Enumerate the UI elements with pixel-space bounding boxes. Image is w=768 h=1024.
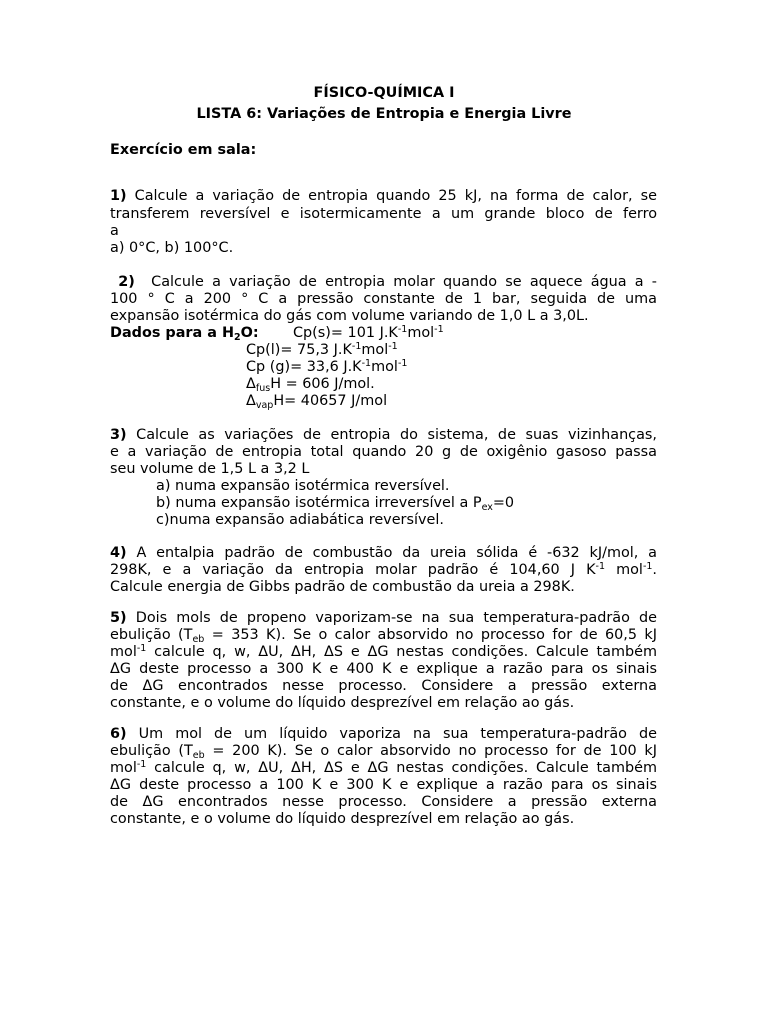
exercise-6-line-6: constante, e o volume do líquido desprezível em relação ao gás. <box>110 811 575 827</box>
exercise-6-line-4: ΔG deste processo a 100 K e 300 K e explique a razão para os sinais <box>110 777 657 793</box>
exercise-1-line-2: transferem reversível e isotermicamente a um grande bloco de ferro <box>110 206 657 222</box>
exercise-5-line-5: de ΔG encontrados nesse processo. Considere a pressão externa <box>110 678 657 694</box>
exercise-6-line-5: de ΔG encontrados nesse processo. Considere a pressão externa <box>110 794 657 810</box>
exercise-3-item-b: b) numa expansão isotérmica irreversível a $P_{ex}=0$ <box>156 495 515 513</box>
exercise-2-vaporization-enthalpy: $\Delta_{vap}H= 40657$ J/mol <box>246 393 388 411</box>
exercise-2-line-1: 2) Calcule a variação de entropia molar quando se aquece água a - <box>118 274 657 290</box>
exercise-5-line-2: ebulição ($T_{eb} = 353$ K). Se o calor absorvido no processo for de 60,5 kJ <box>110 627 657 645</box>
exercise-3-line-3: seu volume de 1,5 L a 3,2 L <box>110 461 310 477</box>
exercise-5-line-1: 5) Dois mols de propeno vaporizam-se na sua temperatura-padrão de <box>110 610 657 626</box>
exercise-3-item-a: a) numa expansão isotérmica reversível. <box>156 478 450 494</box>
exercise-5-line-6: constante, e o volume do líquido desprezível em relação ao gás. <box>110 695 575 711</box>
exercise-4-line-2: 298K, e a variação da entropia molar padrão é 104,60 J $K^{-1}$ mol$^{-1}$. <box>110 561 657 578</box>
exercise-4-line-3: Calcule energia de Gibbs padrão de combustão da ureia a 298K. <box>110 579 575 595</box>
exercise-1-line-4: a) 0°C, b) 100°C. <box>110 240 234 256</box>
exercise-6-line-2: ebulição ($T_{eb} = 200$ K). Se o calor absorvido no processo for de 100 kJ <box>110 743 657 761</box>
exercise-2-fusion-enthalpy: $\Delta_{fus}H = 606$ J/mol. <box>246 376 375 394</box>
exercise-2-data-label: Dados para a $H_2O$: <box>110 325 259 343</box>
exercise-1-line-3: a <box>110 223 119 239</box>
exercise-2-cp-gas: Cp (g)= 33,6 $J.K^{-1}mol^{-1}$ <box>246 358 408 375</box>
exercise-5-line-3: mol$^{-1}$ calcule q, w, ΔU, ΔH, ΔS e ΔG nestas condições. Calcule também <box>110 643 657 660</box>
exercise-2-line-2: 100 ° C a 200 ° C a pressão constante de 1 bar, seguida de uma <box>110 291 657 307</box>
exercise-3-line-1: 3) Calcule as variações de entropia do sistema, de suas vizinhanças, <box>110 427 657 443</box>
exercise-1-line-1: 1) Calcule a variação de entropia quando 25 kJ, na forma de calor, se <box>110 188 657 204</box>
document-subtitle: LISTA 6: Variações de Entropia e Energia Livre <box>196 106 572 122</box>
exercise-4-line-1: 4) A entalpia padrão de combustão da ureia sólida é -632 kJ/mol, a <box>110 545 657 561</box>
exercise-6-line-1: 6) Um mol de um líquido vaporiza na sua temperatura-padrão de <box>110 726 657 742</box>
exercise-2-cp-liquid: Cp(l)= 75,3 $J.K^{-1}mol^{-1}$ <box>246 341 398 358</box>
exercise-2-line-3: expansão isotérmica do gás com volume variando de 1,0 L a 3,0L. <box>110 308 589 324</box>
section-heading: Exercício em sala: <box>110 142 257 158</box>
exercise-3-item-c: c)numa expansão adiabática reversível. <box>156 512 444 528</box>
exercise-2-cp-solid: Cp(s)= 101 $J.K^{-1}mol^{-1}$ <box>293 324 444 341</box>
exercise-6-line-3: mol$^{-1}$ calcule q, w, ΔU, ΔH, ΔS e ΔG nestas condições. Calcule também <box>110 759 657 776</box>
exercise-3-line-2: e a variação de entropia total quando 20 g de oxigênio gasoso passa <box>110 444 657 460</box>
document-title: FÍSICO-QUÍMICA I <box>313 85 455 101</box>
exercise-5-line-4: ΔG deste processo a 300 K e 400 K e explique a razão para os sinais <box>110 661 657 677</box>
